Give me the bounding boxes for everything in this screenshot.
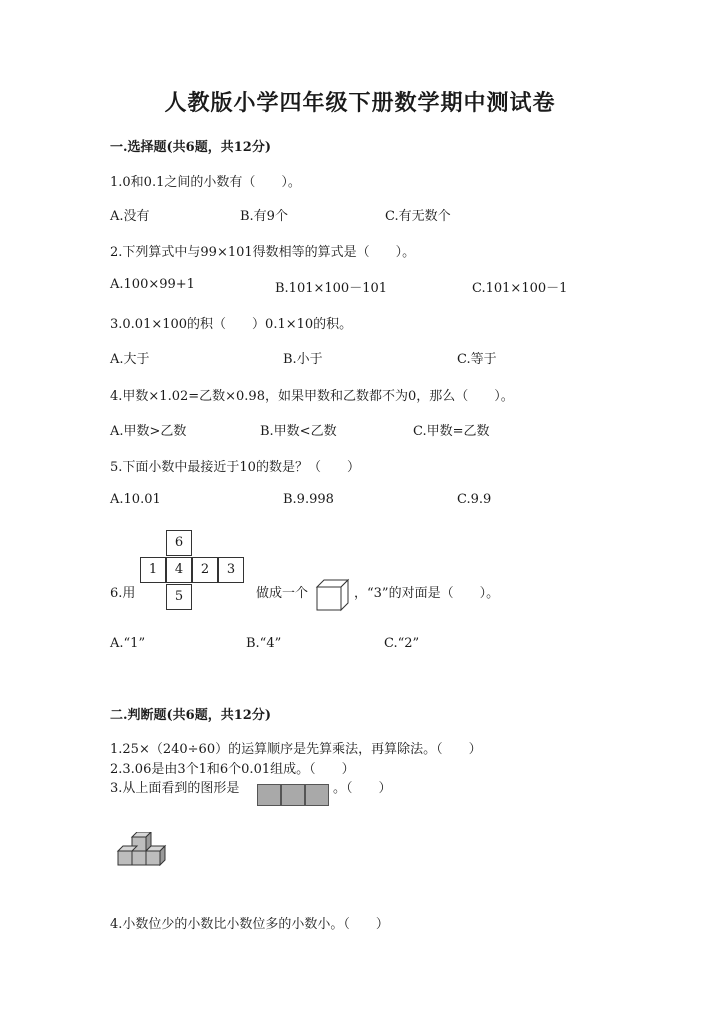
option-c: C.101×100－1 bbox=[472, 281, 568, 296]
option-a: A.“1” bbox=[110, 636, 146, 651]
question-text: 3.0.01×100的积（ ）0.1×10的积。 bbox=[110, 317, 353, 332]
net-cell: 1 bbox=[140, 557, 166, 583]
question-text: 1.25×（240÷60）的运算顺序是先算乘法，再算除法。（ ） bbox=[110, 742, 482, 757]
option-c: C.“2” bbox=[384, 636, 420, 651]
option-a: A.甲数>乙数 bbox=[110, 424, 187, 439]
page-title: 人教版小学四年级下册数学期中测试卷 bbox=[164, 90, 556, 116]
question-suffix: ，“3”的对面是（ ）。 bbox=[354, 586, 500, 601]
option-a: A.没有 bbox=[110, 209, 150, 224]
top-view-figure bbox=[257, 784, 329, 806]
net-cell: 5 bbox=[166, 584, 192, 610]
option-b: B.小于 bbox=[283, 352, 323, 367]
question-middle: 做成一个 bbox=[256, 586, 309, 601]
question-text: 2.下列算式中与99×101得数相等的算式是（ ）。 bbox=[110, 245, 416, 260]
cube-stack-figure bbox=[112, 832, 168, 866]
top-view-square bbox=[305, 784, 329, 806]
option-c: C.有无数个 bbox=[385, 209, 451, 224]
option-b: B.有9个 bbox=[240, 209, 288, 224]
option-a: A.大于 bbox=[110, 352, 150, 367]
option-c: C.9.9 bbox=[457, 492, 492, 507]
question-text: 4.小数位少的小数比小数位多的小数小。（ ） bbox=[110, 917, 389, 932]
option-a: A.10.01 bbox=[110, 492, 161, 507]
net-cell: 3 bbox=[218, 557, 244, 583]
net-cell: 4 bbox=[166, 557, 192, 583]
question-text: 4.甲数×1.02=乙数×0.98，如果甲数和乙数都不为0，那么（ ）。 bbox=[110, 389, 514, 404]
option-b: B.“4” bbox=[246, 636, 282, 651]
question-text: 1.0和0.1之间的小数有（ ）。 bbox=[110, 175, 301, 190]
top-view-square bbox=[281, 784, 305, 806]
question-prefix: 3.从上面看到的图形是 bbox=[110, 781, 240, 796]
section-heading-judge: 二.判断题(共6题，共12分) bbox=[110, 708, 271, 723]
question-text: 2.3.06是由3个1和6个0.01组成。（ ） bbox=[110, 762, 355, 777]
option-b: B.9.998 bbox=[283, 492, 334, 507]
option-b: B.甲数<乙数 bbox=[260, 424, 337, 439]
option-c: C.甲数=乙数 bbox=[413, 424, 490, 439]
option-b: B.101×100－101 bbox=[275, 281, 388, 296]
net-cell: 6 bbox=[166, 530, 192, 556]
question-suffix: 。（ ） bbox=[333, 781, 392, 796]
question-text: 5.下面小数中最接近于10的数是？（ ） bbox=[110, 460, 360, 475]
option-a: A.100×99+1 bbox=[110, 277, 195, 292]
top-view-square bbox=[257, 784, 281, 806]
net-cell: 2 bbox=[192, 557, 218, 583]
cube-icon bbox=[315, 578, 351, 612]
section-heading-choice: 一.选择题(共6题，共12分) bbox=[110, 140, 271, 155]
option-c: C.等于 bbox=[457, 352, 497, 367]
question-prefix: 6.用 bbox=[110, 586, 136, 601]
